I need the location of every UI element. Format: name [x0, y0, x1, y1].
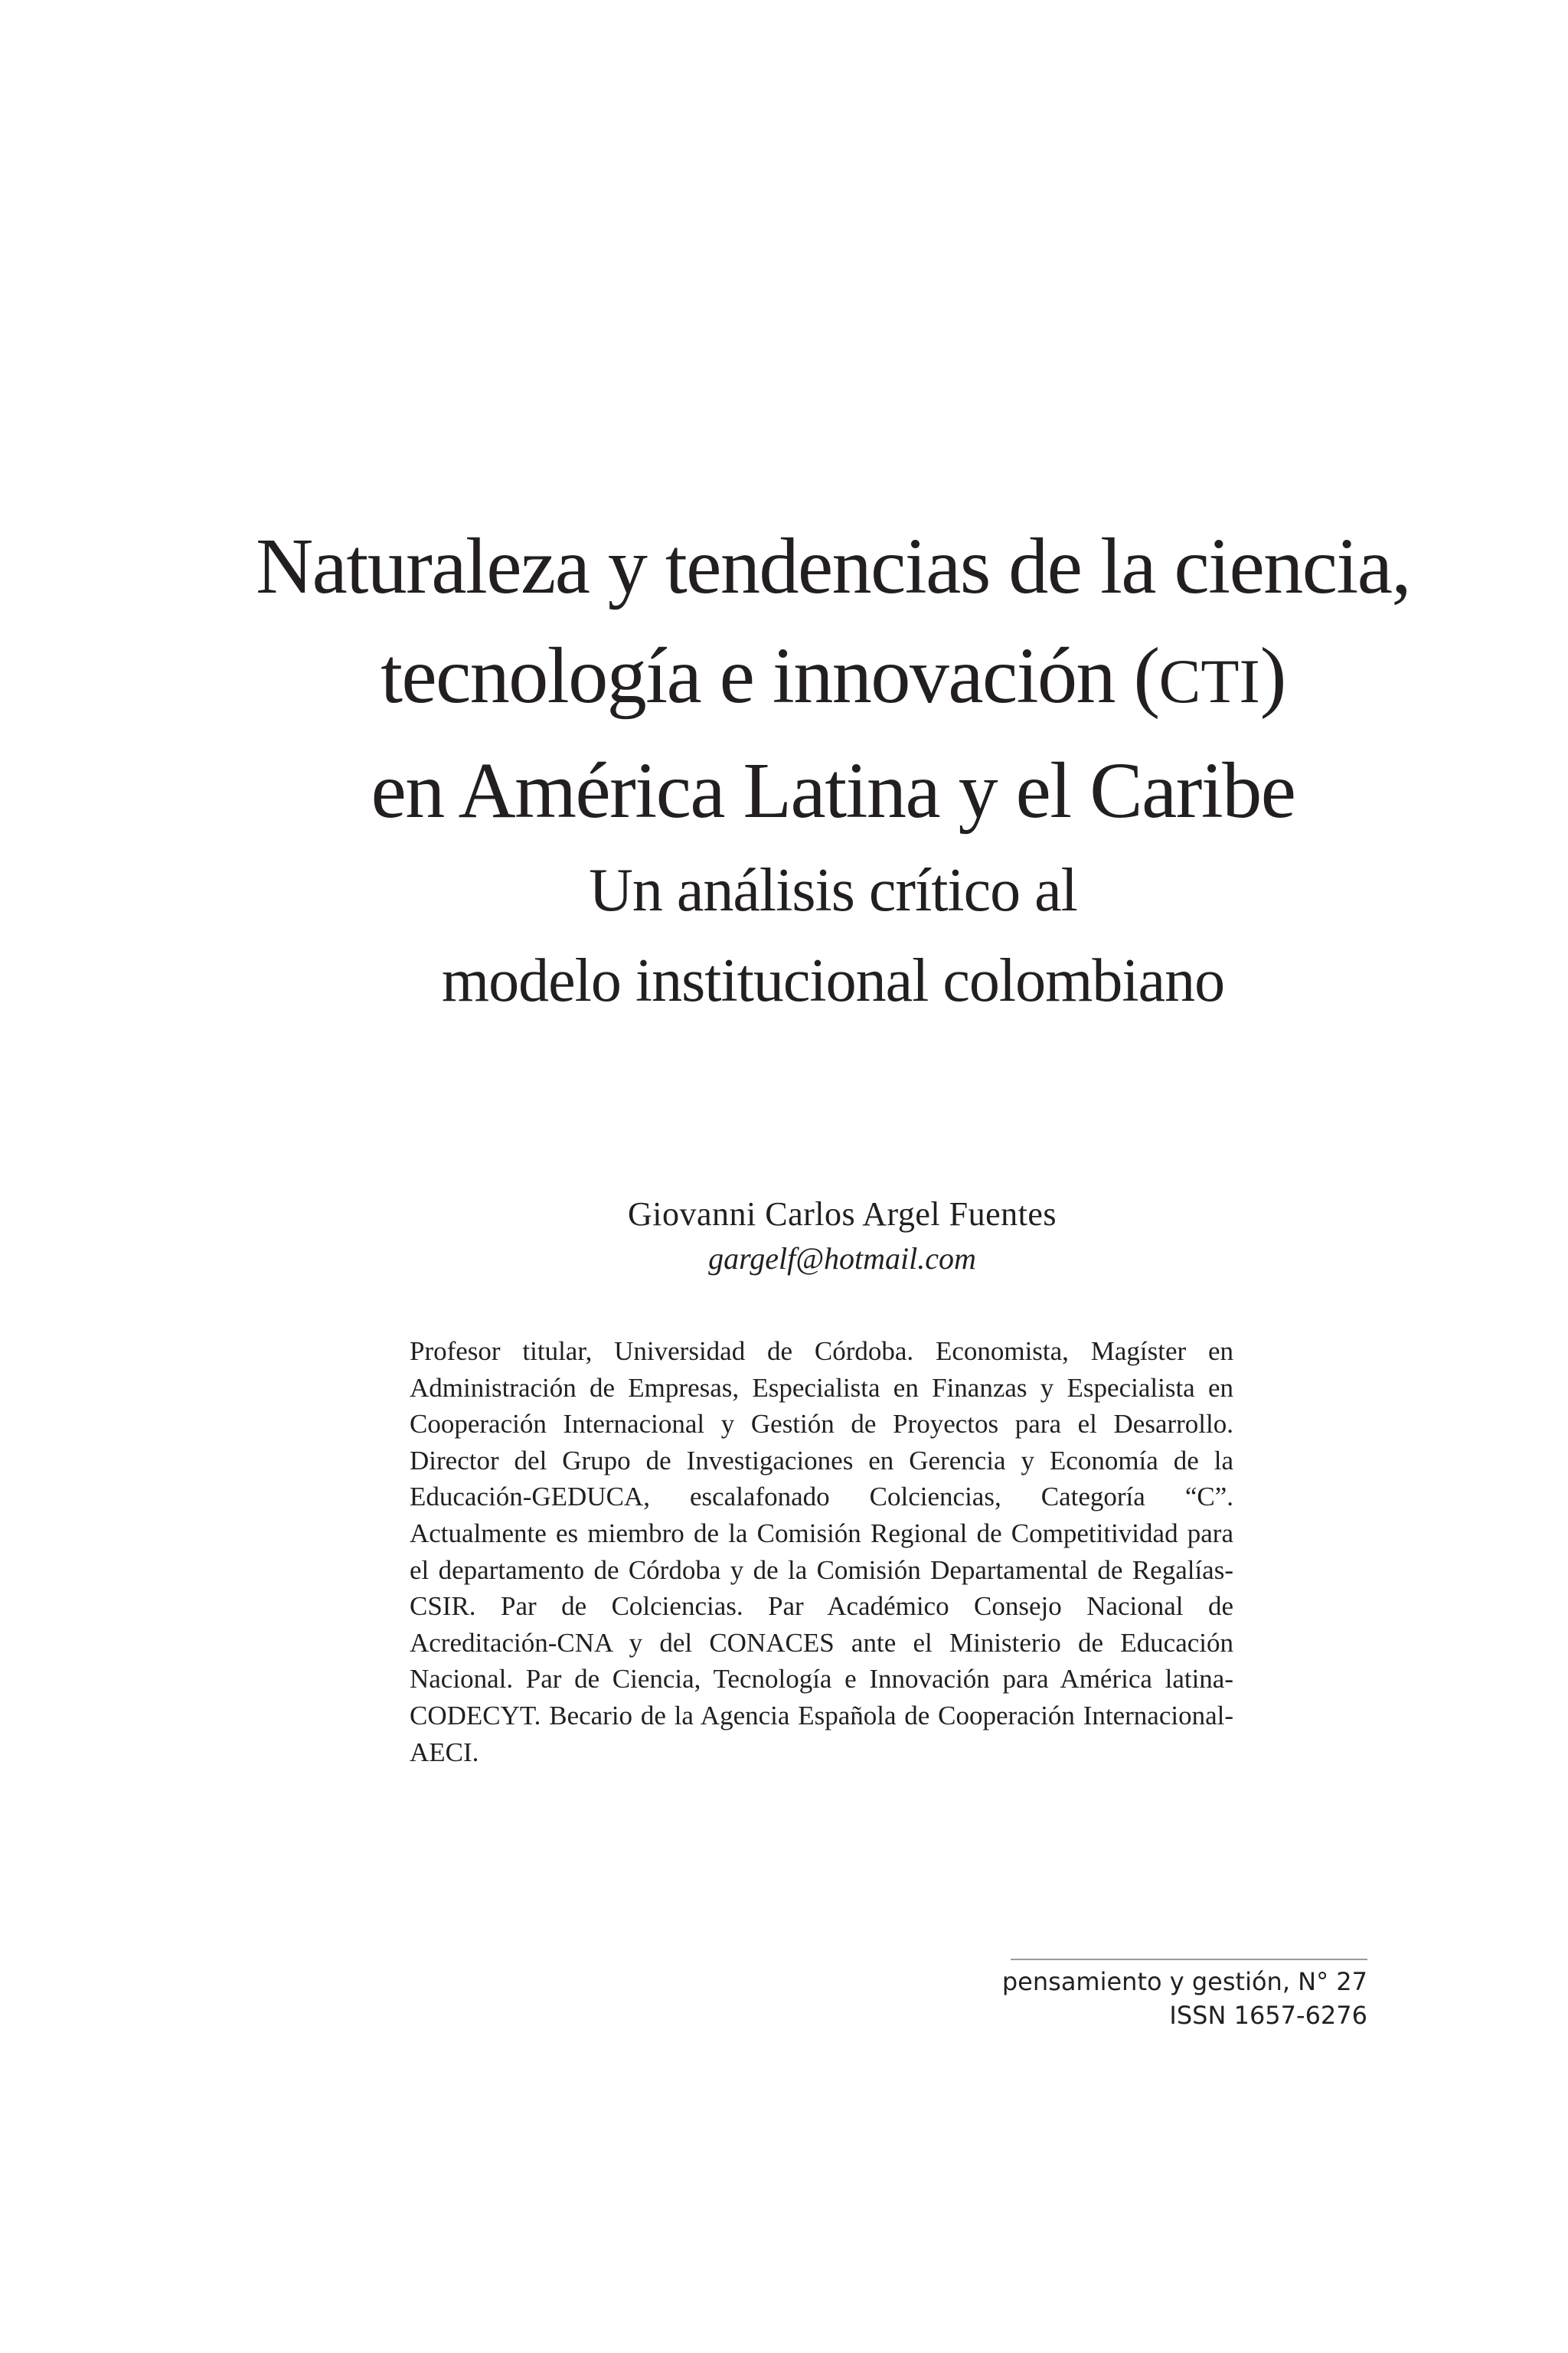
- author-email: gargelf@hotmail.com: [708, 1241, 976, 1276]
- article-title-line-2: [230, 621, 1436, 736]
- author-block: [459, 1191, 1225, 1280]
- article-subtitle-line-2: modelo institucional colombiano: [441, 947, 1225, 1015]
- author-name: Giovanni Carlos Argel Fuentes: [628, 1195, 1057, 1233]
- footer-divider: [1011, 1959, 1367, 1960]
- article-subtitle-line-1: Un análisis crítico al: [589, 857, 1077, 924]
- article-title-block: [230, 511, 1436, 1026]
- journal-issue: pensamiento y gestión, N° 27: [1001, 1967, 1367, 1996]
- article-title-line-2-end: ): [1259, 632, 1285, 720]
- author-biography: Profesor titular, Universidad de Córdoba. Economista, Magíster en Administración de Empresas, Especialista en Finanzas y Especialista en Cooperación Internacional y Gestión de Proyectos para el Desarrollo. Director del Grupo de Investigaciones en Gerencia y Economía de la Educación-GEDUCA, escalafonado Colciencias, Categoría “C”. Actualmente es miembro de la Comisión Regional de Competitividad para el departamento de Córdoba y de la Comisión Departamental de Regalías-CSIR. Par de Colciencias. Par Académico Consejo Nacional de Acreditación-CNA y del CONACES ante el Ministerio de Educación Nacional. Par de Ciencia, Tecnología e Innovación para América latina-CODECYT. Becario de la Agencia Española de Cooperación Internacional-AECI.: [410, 1336, 1233, 1767]
- article-title-line-2-main: tecnología e innovación (: [381, 632, 1159, 720]
- article-title-abbreviation: CTI: [1158, 646, 1260, 716]
- article-title-line-3: en América Latina y el Caribe: [371, 747, 1295, 835]
- journal-issn: ISSN 1657-6276: [1169, 2001, 1367, 2030]
- article-title-line-1: Naturaleza y tendencias de la ciencia,: [256, 522, 1410, 610]
- journal-footer: [919, 1965, 1367, 2032]
